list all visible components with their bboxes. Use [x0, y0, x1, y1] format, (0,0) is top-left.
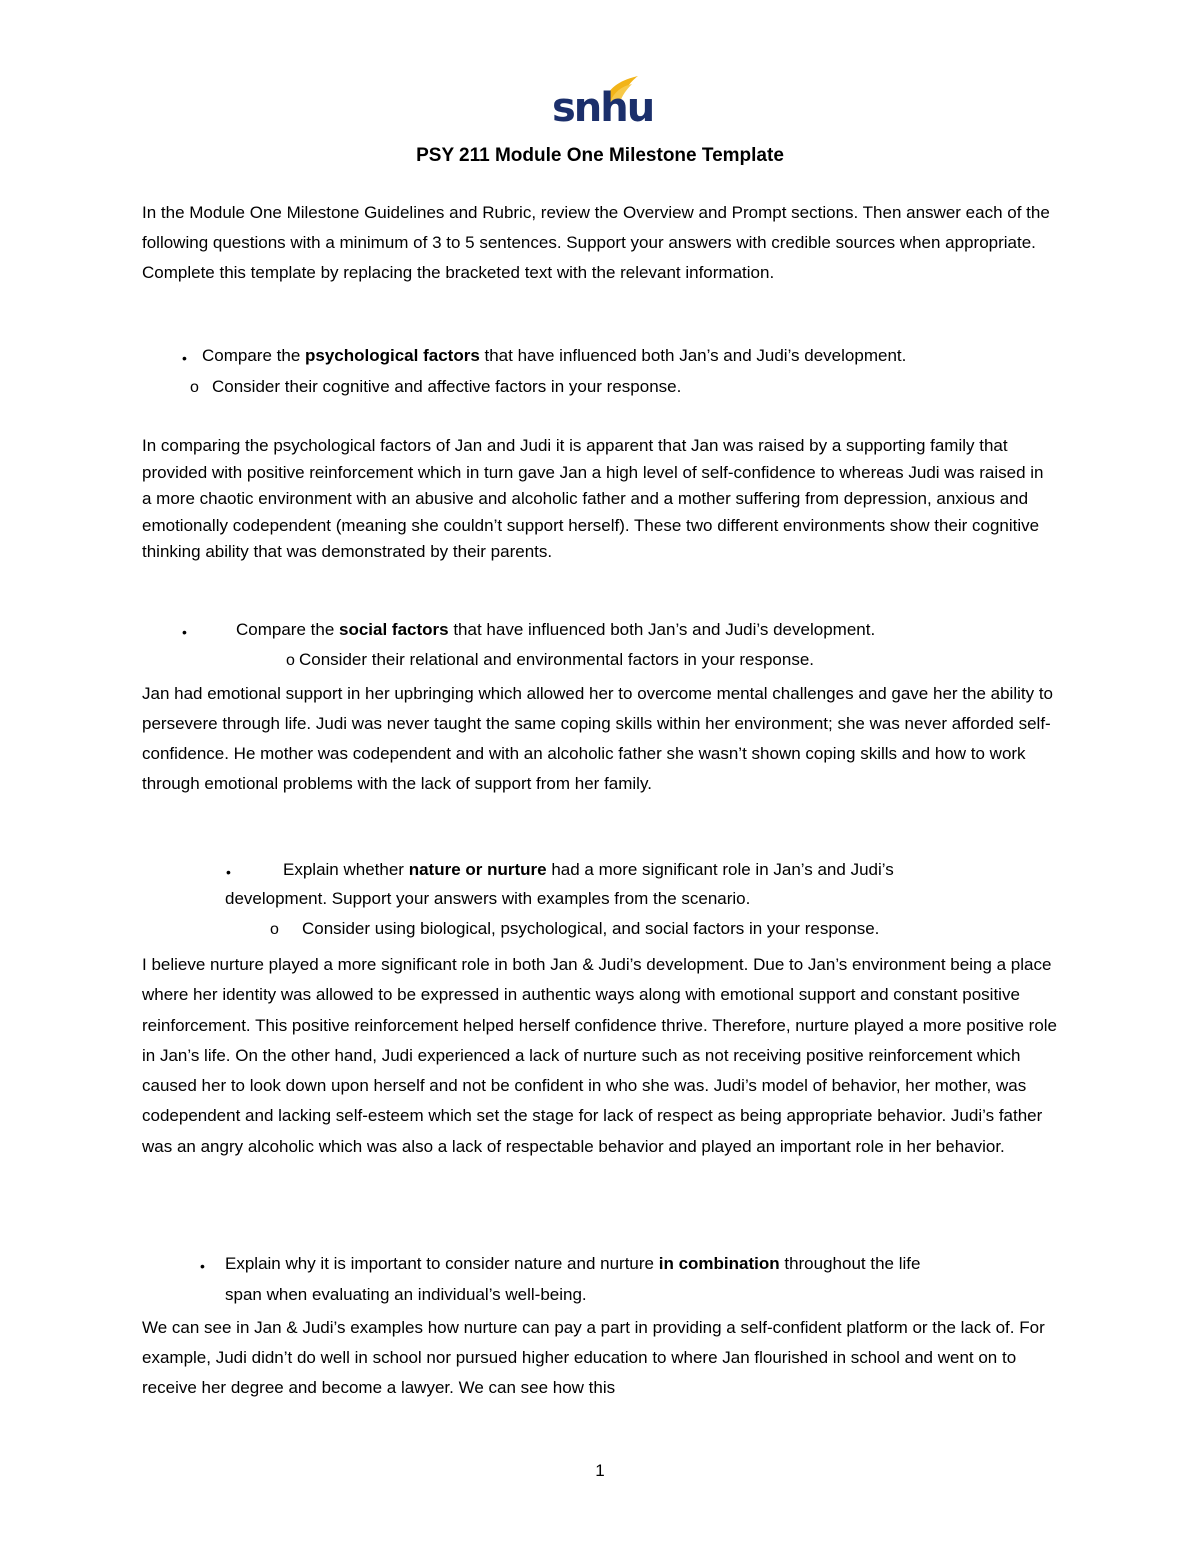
answer-2: Jan had emotional support in her upbringing which allowed her to overcome mental challenges and gave her the ability to persevere through life. Judi was never taught the same coping skills within her environment; she was never afforded self-confidence. He mother was codependent and with an alcoholic father she wasn’t shown coping skills and how to work through emotional problems with the lack of support from her family.	[142, 684, 1054, 793]
bullet-glyph: •	[182, 624, 187, 640]
question-1-sub: Consider their cognitive and affective factors in your response.	[212, 377, 682, 396]
question-2-bold: social factors	[339, 620, 449, 639]
question-2-post: that have influenced both Jan’s and Judi’s development.	[448, 620, 876, 639]
question-3-post: had a more significant role in Jan’s and Judi’s	[546, 860, 894, 879]
question-4	[225, 1254, 920, 1274]
question-4-bold: in combination	[658, 1254, 780, 1273]
question-4-pre: Explain why it is important to consider nature and nurture	[225, 1254, 659, 1273]
circle-glyph: o	[270, 921, 279, 938]
question-3-pre: Explain whether	[283, 860, 409, 879]
question-2-pre: Compare the	[236, 620, 339, 639]
question-3-bold: nature or nurture	[408, 860, 547, 879]
question-1	[202, 346, 906, 366]
answer-4: We can see in Jan & Judi’s examples how nurture can pay a part in providing a self-confident platform or the lack of. For example, Judi didn’t do well in school nor pursued higher education to where Jan flourished in school and went on to receive her degree and become a lawyer. We can see how this	[142, 1318, 1045, 1397]
answer-1: In comparing the psychological factors of Jan and Judi it is apparent that Jan was raised by a supporting family that provided with positive reinforcement which in turn gave Jan a high level of self-confidence to whereas Judi was raised in a more chaotic environment with an abusive and alcoholic father and a mother suffering from depression, anxious and emotionally codependent (meaning she couldn’t support herself). These two different environments show their cognitive thinking ability that was demonstrated by their parents.	[142, 436, 1044, 561]
question-1-pre: Compare the	[202, 346, 305, 365]
question-1-bold: psychological factors	[305, 346, 480, 365]
question-3-sub: Consider using biological, psychological, and social factors in your response.	[302, 919, 880, 938]
question-3-line2: development. Support your answers with examples from the scenario.	[225, 889, 751, 908]
circle-glyph: o	[286, 652, 295, 669]
bullet-glyph: •	[182, 350, 187, 366]
question-4-line2: span when evaluating an individual’s well-being.	[225, 1285, 587, 1304]
question-4-post: throughout the life	[779, 1254, 921, 1273]
snhu-logo	[552, 72, 654, 134]
question-2-sub: Consider their relational and environmental factors in your response.	[299, 650, 814, 669]
question-3	[283, 860, 894, 880]
bullet-glyph: •	[200, 1258, 205, 1274]
circle-glyph: o	[190, 379, 199, 396]
logo-text: snhu	[552, 85, 654, 131]
page-title: PSY 211 Module One Milestone Template	[416, 145, 784, 166]
bullet-glyph: •	[226, 864, 231, 880]
answer-3: I believe nurture played a more significant role in both Jan & Judi’s development. Due to Jan’s environment being a place where her identity was allowed to be expressed in authentic ways along with emotional support and constant positive reinforcement. This positive reinforcement helped herself confidence thrive. Therefore, nurture played a more positive role in Jan’s life. On the other hand, Judi experienced a lack of nurture such as not receiving positive reinforcement which caused her to look down upon herself and not be confident in who she was. Judi’s model of behavior, her mother, was codependent and lacking self-esteem which set the stage for lack of respect as being appropriate behavior. Judi’s father was an angry alcoholic which was also a lack of respectable behavior and played an important role in her behavior.	[142, 955, 1058, 1156]
question-1-post: that have influenced both Jan’s and Judi’s development.	[479, 346, 907, 365]
question-2	[236, 620, 875, 640]
page-number: 1	[595, 1461, 605, 1480]
intro-paragraph: In the Module One Milestone Guidelines and Rubric, review the Overview and Prompt sections. Then answer each of the following questions with a minimum of 3 to 5 sentences. Support your answers with credible sources when appropriate. Complete this template by replacing the bracketed text with the relevant information.	[142, 203, 1050, 282]
